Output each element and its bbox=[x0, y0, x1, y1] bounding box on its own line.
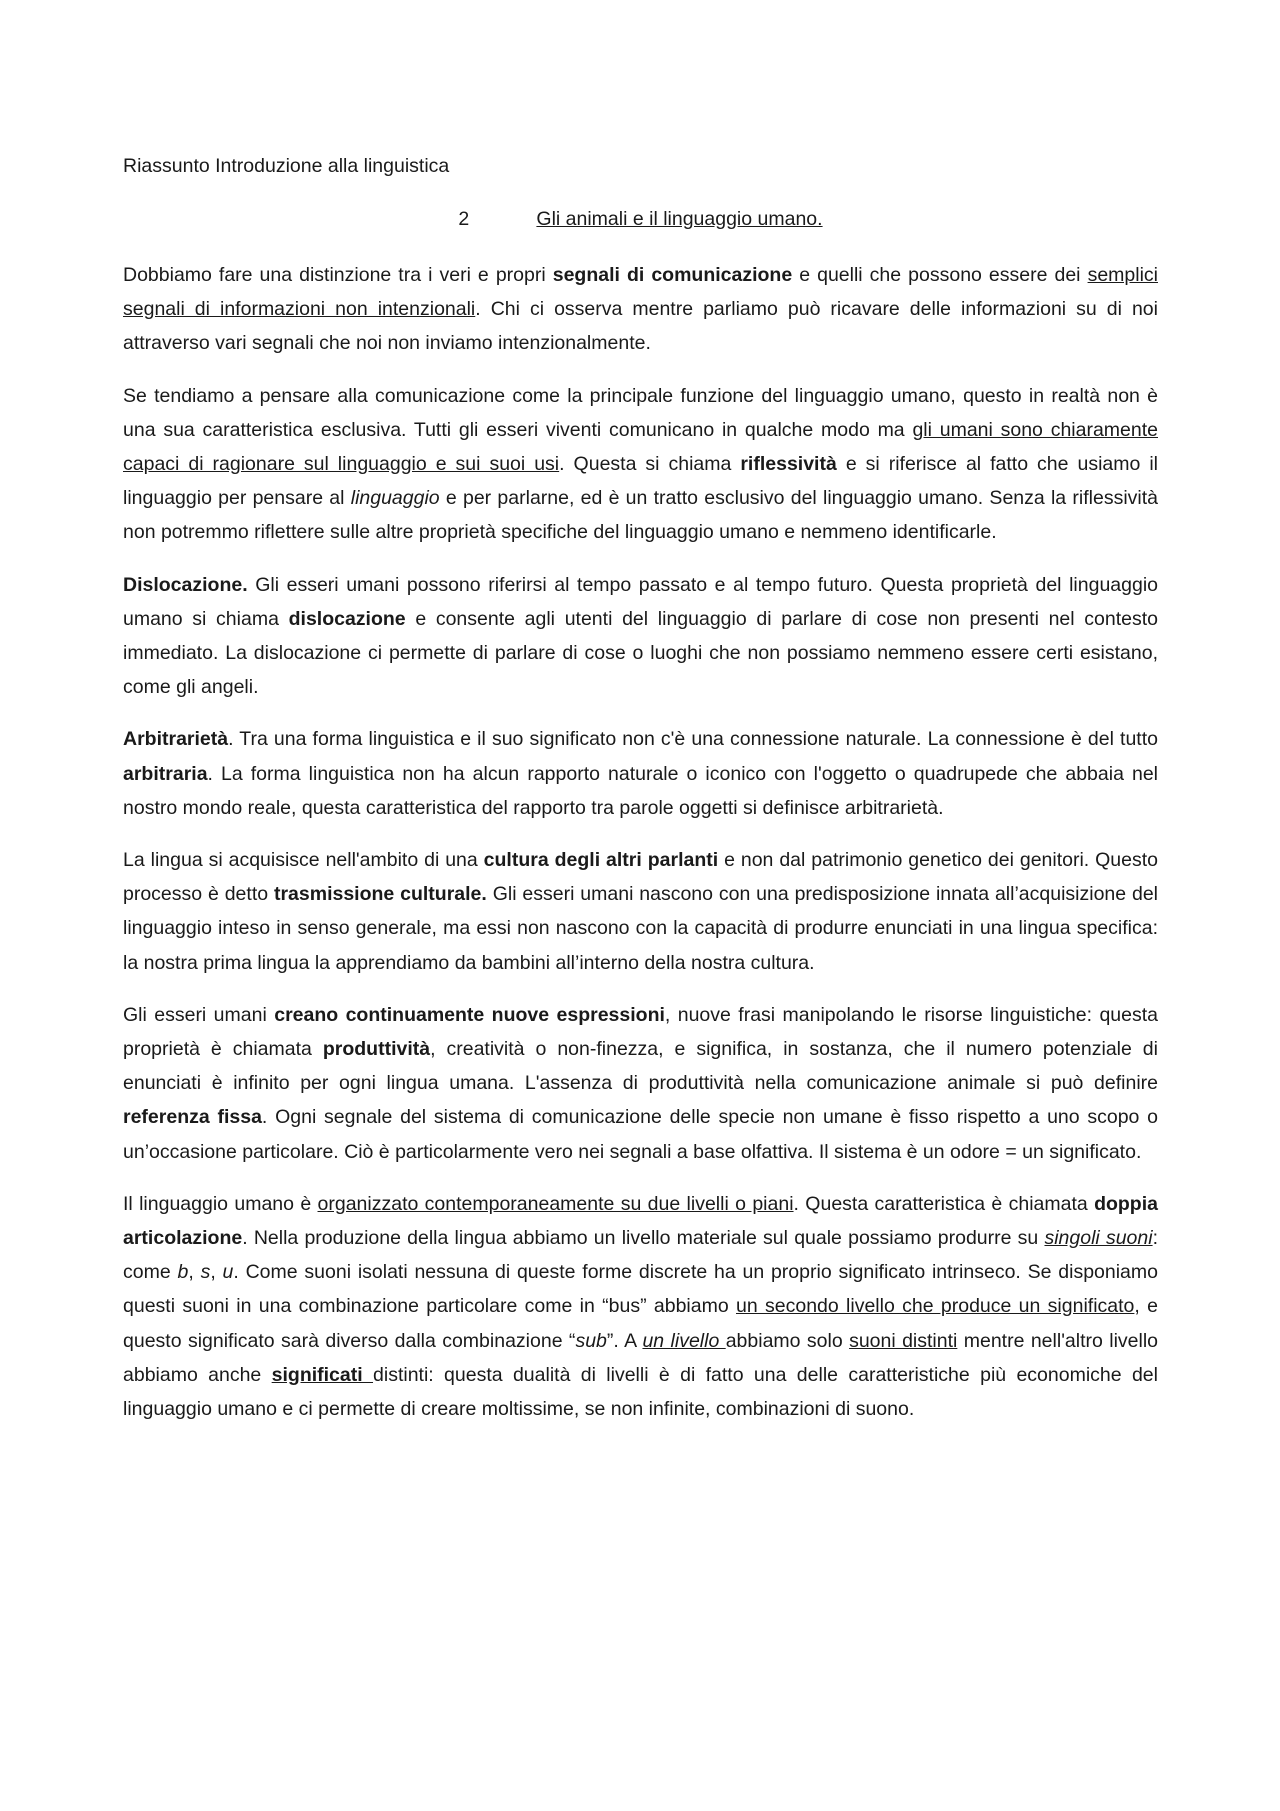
paragraph-arbitrariness bbox=[123, 722, 1158, 825]
text-run: Dislocazione. bbox=[123, 573, 248, 596]
text-run: cultura degli altri parlanti bbox=[483, 849, 719, 872]
text-run: . Questa caratteristica è chiamata bbox=[793, 1192, 1095, 1215]
text-run: Arbitrarietà bbox=[123, 728, 229, 751]
text-run: u bbox=[222, 1261, 234, 1284]
text-run: dislocazione bbox=[288, 607, 406, 630]
text-run: doppia articolazione bbox=[123, 1192, 1158, 1250]
text-run: mentre nell'altro livello abbiamo anche bbox=[123, 1329, 1159, 1386]
text-run: . Come suoni isolati nessuna di queste forme discrete ha un proprio significato intrinseco. Se disponiamo questi suoni in una combinazione particolare come in “bus” abbiamo bbox=[123, 1261, 1158, 1318]
section-number: 2 bbox=[458, 208, 470, 230]
text-run: Gli esseri umani bbox=[123, 1003, 275, 1026]
text-run: creano continuamente nuove espressioni bbox=[274, 1003, 665, 1026]
text-run: Gli esseri umani possono riferirsi al tempo passato e al tempo futuro. Questa proprietà del linguaggio umano si chiama bbox=[123, 573, 1158, 630]
text-run: , creatività o non-finezza, e significa, in sostanza, che il numero potenziale di enunciati è infinito per ogni lingua umana. L'assenza di produttività nella comunicazione animale si può definire bbox=[123, 1038, 1158, 1095]
text-run: trasmissione culturale. bbox=[273, 883, 487, 906]
paragraph-cultural-transmission bbox=[123, 843, 1158, 980]
text-run: , bbox=[188, 1261, 201, 1284]
text-run: . Nella produzione della lingua abbiamo un livello materiale sul quale possiamo produrre su bbox=[242, 1227, 1045, 1250]
text-run: , nuove frasi manipolando le risorse linguistiche: questa proprietà è chiamata bbox=[123, 1003, 1158, 1061]
text-run: e si riferisce al fatto che usiamo il linguaggio per pensare al bbox=[123, 453, 1158, 510]
text-run: sub bbox=[575, 1329, 607, 1352]
text-run: . Chi ci osserva mentre parliamo può ricavare delle informazioni su di noi attraverso vari segnali che noi non inviamo intenzionalmente. bbox=[123, 298, 1158, 355]
text-run: arbitraria bbox=[123, 762, 208, 785]
text-run: referenza fissa bbox=[123, 1106, 262, 1129]
paragraph-communication-signals bbox=[123, 258, 1158, 361]
text-run: . Questa si chiama bbox=[559, 453, 741, 476]
document-body bbox=[123, 258, 1158, 1444]
paragraph-displacement bbox=[123, 568, 1158, 705]
text-run: segnali di comunicazione bbox=[552, 264, 793, 286]
paragraph-productivity bbox=[123, 998, 1158, 1169]
text-run: b bbox=[177, 1261, 189, 1284]
text-run: e non dal patrimonio genetico dei genitori. Questo processo è detto bbox=[123, 849, 1159, 906]
text-run: riflessività bbox=[740, 453, 837, 476]
text-run: e per parlarne, ed è un tratto esclusivo del linguaggio umano. Senza la riflessività non potremmo riflettere sulle altre proprietà specifiche del linguaggio umano e nemmeno identificarle. bbox=[123, 487, 1158, 544]
text-run: produttività bbox=[322, 1038, 431, 1061]
text-run: ”. A bbox=[606, 1329, 643, 1352]
section-heading bbox=[123, 208, 1158, 231]
text-run: La lingua si acquisisce nell'ambito di una bbox=[123, 849, 484, 872]
document-title: Riassunto Introduzione alla linguistica bbox=[123, 155, 450, 177]
text-run: un secondo livello che produce un significato bbox=[736, 1295, 1135, 1318]
paragraph-duality bbox=[123, 1187, 1158, 1426]
text-run: s bbox=[200, 1261, 211, 1284]
text-run: , bbox=[210, 1261, 223, 1284]
text-run: abbiamo solo bbox=[725, 1329, 850, 1352]
text-run: significati bbox=[271, 1363, 374, 1386]
text-run: un livello bbox=[642, 1329, 726, 1352]
text-run: , e questo significato sarà diverso dalla combinazione “ bbox=[123, 1295, 1158, 1352]
text-run: Se tendiamo a pensare alla comunicazione come la principale funzione del linguaggio umano, questo in realtà non è una sua caratteristica esclusiva. Tutti gli esseri viventi comunicano in qualche modo ma bbox=[123, 384, 1158, 441]
section-heading-text: Gli animali e il linguaggio umano. bbox=[536, 208, 823, 230]
paragraph-reflexivity bbox=[123, 379, 1158, 550]
text-run: suoni distinti bbox=[849, 1329, 958, 1352]
text-run: singoli suoni bbox=[1044, 1227, 1153, 1250]
text-run: gli umani sono chiaramente capaci di ragionare sul linguaggio e sui suoi usi bbox=[123, 418, 1158, 476]
text-run: linguaggio bbox=[350, 487, 440, 510]
text-run: Dobbiamo fare una distinzione tra i veri e propri bbox=[123, 264, 553, 286]
text-run: . La forma linguistica non ha alcun rapporto naturale o iconico con l'oggetto o quadrupede che abbaia nel nostro mondo reale, questa caratteristica del rapporto tra parole oggetti si definisce arbitrarietà. bbox=[123, 762, 1158, 819]
text-run: : come bbox=[123, 1227, 1158, 1284]
text-run: distinti: questa dualità di livelli è di fatto una delle caratteristiche più economiche del linguaggio umano e ci permette di creare moltissime, se non infinite, combinazioni di suono. bbox=[123, 1363, 1158, 1421]
text-run: e consente agli utenti del linguaggio di parlare di cose non presenti nel contesto immediato. La dislocazione ci permette di parlare di cose o luoghi che non possiamo nemmeno essere certi esistano, come gli angeli. bbox=[123, 607, 1158, 699]
text-run: Il linguaggio umano è bbox=[123, 1192, 318, 1215]
text-run: . Tra una forma linguistica e il suo significato non c'è una connessione naturale. La connessione è del tutto bbox=[228, 728, 1158, 751]
text-run: semplici segnali di informazioni non intenzionali bbox=[123, 264, 1158, 321]
text-run: . Ogni segnale del sistema di comunicazione delle specie non umane è fisso rispetto a uno scopo o un’occasione particolare. Ciò è particolarmente vero nei segnali a base olfattiva. Il sistema è un odore = un significato. bbox=[123, 1106, 1159, 1163]
text-run: Gli esseri umani nascono con una predisposizione innata all’acquisizione del linguaggio inteso in senso generale, ma essi non nascono con la capacità di produrre enunciati in una lingua specifica: la nostra prima lingua la apprendiamo da bambini all’interno della nostra cultura. bbox=[123, 883, 1158, 974]
text-run: e quelli che possono essere dei bbox=[792, 264, 1088, 286]
text-run: organizzato contemporaneamente su due livelli o piani bbox=[317, 1192, 794, 1215]
